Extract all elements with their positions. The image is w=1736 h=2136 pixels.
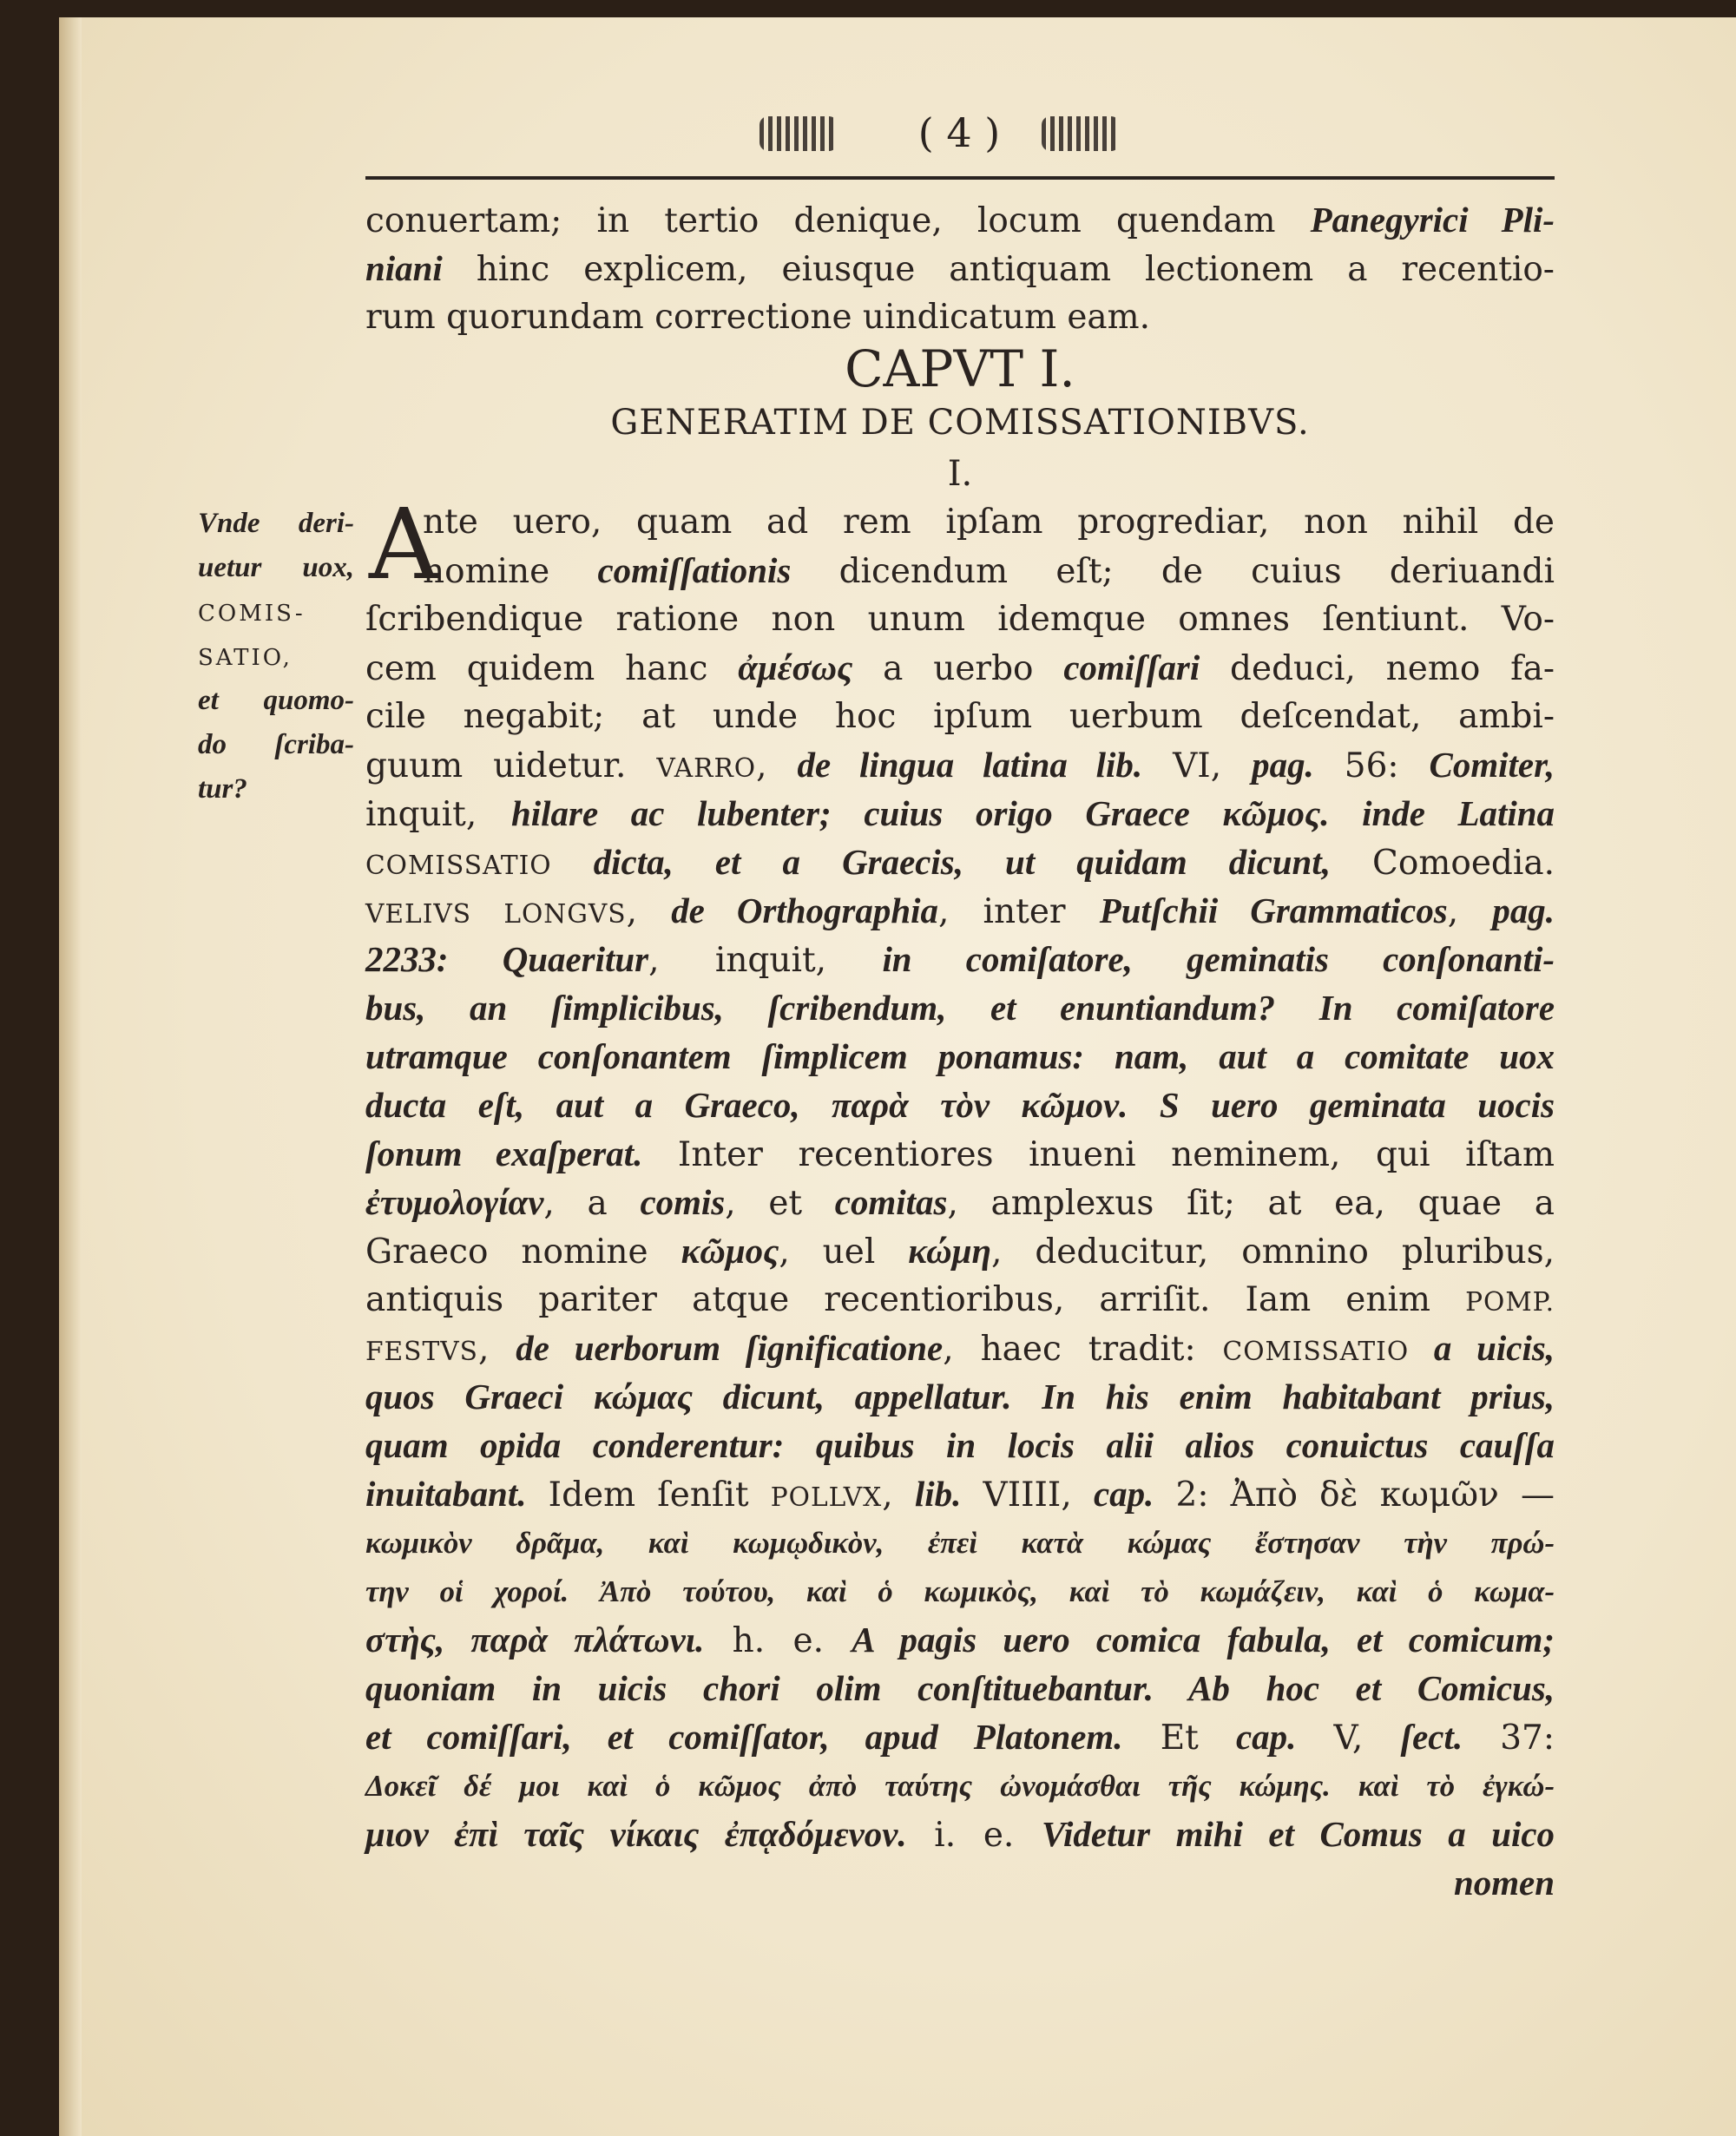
roman-text: cem quidem hanc (365, 649, 739, 688)
margin-note-row: et quomo- (198, 685, 354, 716)
italic-text: dicta, et a Graecis, ut quidam dicunt, (551, 843, 1373, 882)
italic-text: bus, an ſimplicibus, ſcribendum, et enuntiandum? In comiſatore (365, 989, 1555, 1028)
roman-text: ſcribendique ratione non unum idemque omnes ſentiunt. Vo- (365, 600, 1555, 639)
text-line (365, 741, 1555, 790)
italic-text: ἀμέσως (738, 648, 853, 687)
roman-text: Graeco nomine (365, 1232, 681, 1272)
text-line (365, 1324, 1555, 1373)
ornament-left-icon (760, 116, 838, 151)
text-column (365, 196, 1555, 1908)
roman-text: a uerbo (852, 649, 1064, 688)
text-line (365, 547, 1555, 595)
italic-text: comiſſari (1063, 648, 1200, 687)
roman-text: V, (1296, 1719, 1401, 1758)
italic-text: Videtur mihi et Comus a uico (1041, 1815, 1555, 1854)
italic-text: την οἱ χοροί. (365, 1575, 569, 1608)
text-line (365, 984, 1555, 1033)
italic-text: Δοκεῖ δέ μοι καὶ ὁ κῶμος ἀπὸ ταύτης ὠνομάσθαι τῆς κώμης. καὶ τὸ ἐγκώ- (365, 1770, 1555, 1803)
text-line (365, 245, 1555, 293)
italic-text: ſonum exaſperat. (365, 1134, 643, 1173)
roman-text: hinc explicem, eiusque antiquam lectionem a recentio- (442, 250, 1555, 289)
body-paragraph (365, 489, 1555, 1908)
text-line (365, 1276, 1555, 1324)
italic-text: ἐτυμολογίαν (365, 1183, 544, 1222)
small-caps-text: VELIVS LONGVS (365, 898, 627, 929)
italic-text: κῶμος (681, 1232, 779, 1271)
roman-text: 2: Ἀπὸ δὲ κωμῶν — (1154, 1475, 1555, 1515)
italic-text: μιον ἐπὶ ταῖς νίκαις ἐπᾳδόμενον. (365, 1815, 907, 1854)
roman-text: h. e. (704, 1621, 852, 1660)
text-line (365, 1227, 1555, 1276)
roman-text: , a (543, 1184, 641, 1223)
roman-text: , haec tradit: (943, 1330, 1223, 1369)
roman-text: VIIII, (961, 1475, 1094, 1515)
text-line (365, 1179, 1555, 1227)
italic-text: pag. (1252, 746, 1314, 785)
italic-text: quam opida conderentur: quibus in locis alii alios conuictus cauſſa (365, 1426, 1555, 1465)
italic-text: ſect. (1400, 1718, 1463, 1757)
text-line (365, 498, 1555, 547)
small-caps-text: POLLVX (770, 1482, 883, 1512)
margin-note-line: COMIS- (198, 601, 306, 627)
roman-text: cile negabit; at unde hoc ipſum uerbum deſcendat, ambi- (365, 697, 1555, 736)
margin-note-row: tur? (198, 773, 247, 805)
margin-note-row: uetur uox, (198, 552, 354, 583)
italic-text: κώμη (908, 1232, 992, 1271)
italic-text: A pagis uero comica fabula, et comicum; (852, 1620, 1555, 1660)
text-line (365, 196, 1555, 245)
roman-text: conuertam; in tertio denique, locum quendam (365, 201, 1311, 240)
small-caps-text: COMISSATIO (365, 850, 552, 880)
section-number: I. (947, 454, 973, 494)
roman-text: , (882, 1475, 915, 1515)
text-line (365, 1567, 1555, 1616)
roman-text: guum uidetur. (365, 746, 657, 785)
roman-text: , inter (937, 892, 1100, 931)
italic-text: quos Graeci κώμας dicunt, appellatur. In his enim habitabant prius, (365, 1377, 1555, 1416)
italic-text: hilare ac lubenter; cuius origo Graece κῶμος. inde Latina (511, 794, 1555, 833)
roman-text: , uel (779, 1232, 909, 1272)
roman-text: Inter recentiores inueni neminem, qui iſtam (642, 1135, 1555, 1174)
roman-text: i. e. (906, 1816, 1042, 1855)
text-line (365, 1519, 1555, 1567)
italic-text: utramque conſonantem ſimplicem ponamus: nam, aut a comitate uox (365, 1037, 1555, 1076)
text-line (365, 838, 1555, 887)
italic-text: nomen (1453, 1863, 1555, 1903)
italic-text: cap. (1236, 1718, 1297, 1757)
roman-text: 56: (1313, 746, 1430, 785)
italic-text: Ἀπὸ τούτου, καὶ ὁ κωμικὸς, καὶ τὸ κωμάζειν, καὶ ὁ κωμα- (569, 1575, 1555, 1608)
roman-text: Et (1122, 1719, 1237, 1758)
ornament-right-icon (1042, 116, 1120, 151)
chapter-title: CAPVT I. (845, 339, 1075, 398)
italic-text: comitas (834, 1183, 948, 1222)
italic-text: de uerborum ſignificatione (516, 1329, 944, 1368)
roman-text: , (477, 1330, 516, 1369)
text-line (365, 1081, 1555, 1130)
roman-text: Idem ſenſit (526, 1475, 771, 1515)
page-number: ( 4 ) (917, 109, 1001, 156)
text-line (365, 595, 1555, 644)
text-line (365, 1811, 1555, 1859)
roman-text: inquit, (365, 795, 512, 834)
roman-text: antiquis pariter atque recentioribus, arriſit. Iam enim (365, 1280, 1466, 1319)
italic-text: pag. (1492, 891, 1555, 930)
header-rule (365, 176, 1555, 180)
roman-text: nomine (423, 552, 598, 591)
roman-text: , (626, 892, 672, 931)
text-line (365, 790, 1555, 838)
italic-text: a uicis, (1409, 1329, 1555, 1368)
italic-text: in comiſatore, geminatis conſonanti- (882, 940, 1555, 979)
text-line (365, 1373, 1555, 1422)
small-caps-text: POMP. (1465, 1286, 1555, 1317)
roman-text: , inquit, (648, 941, 883, 980)
text-line (365, 1616, 1555, 1665)
text-line (365, 1470, 1555, 1519)
italic-text: κωμικὸν δρᾶμα, καὶ κωμῳδικὸν, ἐπεὶ κατὰ κώμας ἔστησαν τὴν πρώ- (365, 1527, 1555, 1560)
text-line (365, 887, 1555, 936)
roman-text: rum quorundam correctione uindicatum eam. (365, 298, 1151, 337)
small-caps-text: VARRO (656, 753, 757, 783)
roman-text: nte uero, quam ad rem ipſam progrediar, non nihil de (423, 503, 1555, 542)
italic-text: comis (640, 1183, 726, 1222)
margin-note-row: Vnde deri- (198, 508, 354, 539)
roman-text: Comoedia. (1372, 844, 1555, 883)
margin-note (198, 502, 354, 812)
text-line (365, 293, 1555, 342)
italic-text: lib. (914, 1475, 962, 1514)
text-line (365, 1033, 1555, 1081)
italic-text: de lingua latina lib. (797, 746, 1143, 785)
text-line (365, 1713, 1555, 1762)
italic-text: ducta eſt, aut a Graeco, παρὰ τὸν κῶμον. S uero geminata uocis (365, 1086, 1555, 1125)
margin-note-row (198, 590, 354, 634)
text-line (365, 1665, 1555, 1713)
italic-text: cap. (1093, 1475, 1154, 1514)
text-line (365, 1130, 1555, 1179)
chapter-subtitle: GENERATIM DE COMISSATIONIBVS. (610, 403, 1310, 443)
running-header (365, 102, 1554, 163)
catchword (365, 1859, 1555, 1908)
italic-text: niani (365, 249, 443, 288)
italic-text: de Orthographia (671, 891, 938, 930)
roman-text: dicendum eſt; de cuius deriuandi (791, 552, 1555, 591)
italic-text: Panegyrici Pli- (1310, 200, 1555, 240)
drop-cap: A (369, 489, 439, 601)
roman-text: VI, (1142, 746, 1253, 785)
text-line (365, 1762, 1555, 1811)
small-caps-text: FESTVS (365, 1336, 478, 1366)
italic-text: στὴς, παρὰ πλάτωνι. (365, 1620, 705, 1660)
roman-text: deduci, nemo fa- (1200, 649, 1555, 688)
text-line (365, 693, 1555, 741)
text-line (365, 936, 1555, 984)
italic-text: inuitabant. (365, 1475, 527, 1514)
margin-note-row: do ſcriba- (198, 729, 354, 760)
italic-text: Comiter, (1429, 746, 1555, 785)
margin-note-row (198, 634, 354, 679)
text-line (365, 644, 1555, 693)
roman-text: , (1447, 892, 1493, 931)
margin-note-line: SATIO, (198, 645, 293, 671)
italic-text: 2233: Quaeritur (365, 940, 649, 979)
intro-paragraph (365, 196, 1555, 342)
text-line (365, 1422, 1555, 1470)
small-caps-text: COMISSATIO (1222, 1336, 1410, 1366)
roman-text: , et (725, 1184, 835, 1223)
italic-text: quoniam in uicis chori olim conſtituebantur. Ab hoc et Comicus, (365, 1669, 1555, 1708)
roman-text: 37: (1463, 1719, 1555, 1758)
italic-text: comiſſationis (597, 551, 792, 590)
roman-text: , (756, 746, 798, 785)
italic-text: et comiſſari, et comiſſator, apud Platonem. (365, 1718, 1123, 1757)
roman-text: , amplexus ſit; at ea, quae a (947, 1184, 1555, 1223)
roman-text: , deducitur, omnino pluribus, (991, 1232, 1555, 1272)
italic-text: Putſchii Grammaticos (1099, 891, 1448, 930)
